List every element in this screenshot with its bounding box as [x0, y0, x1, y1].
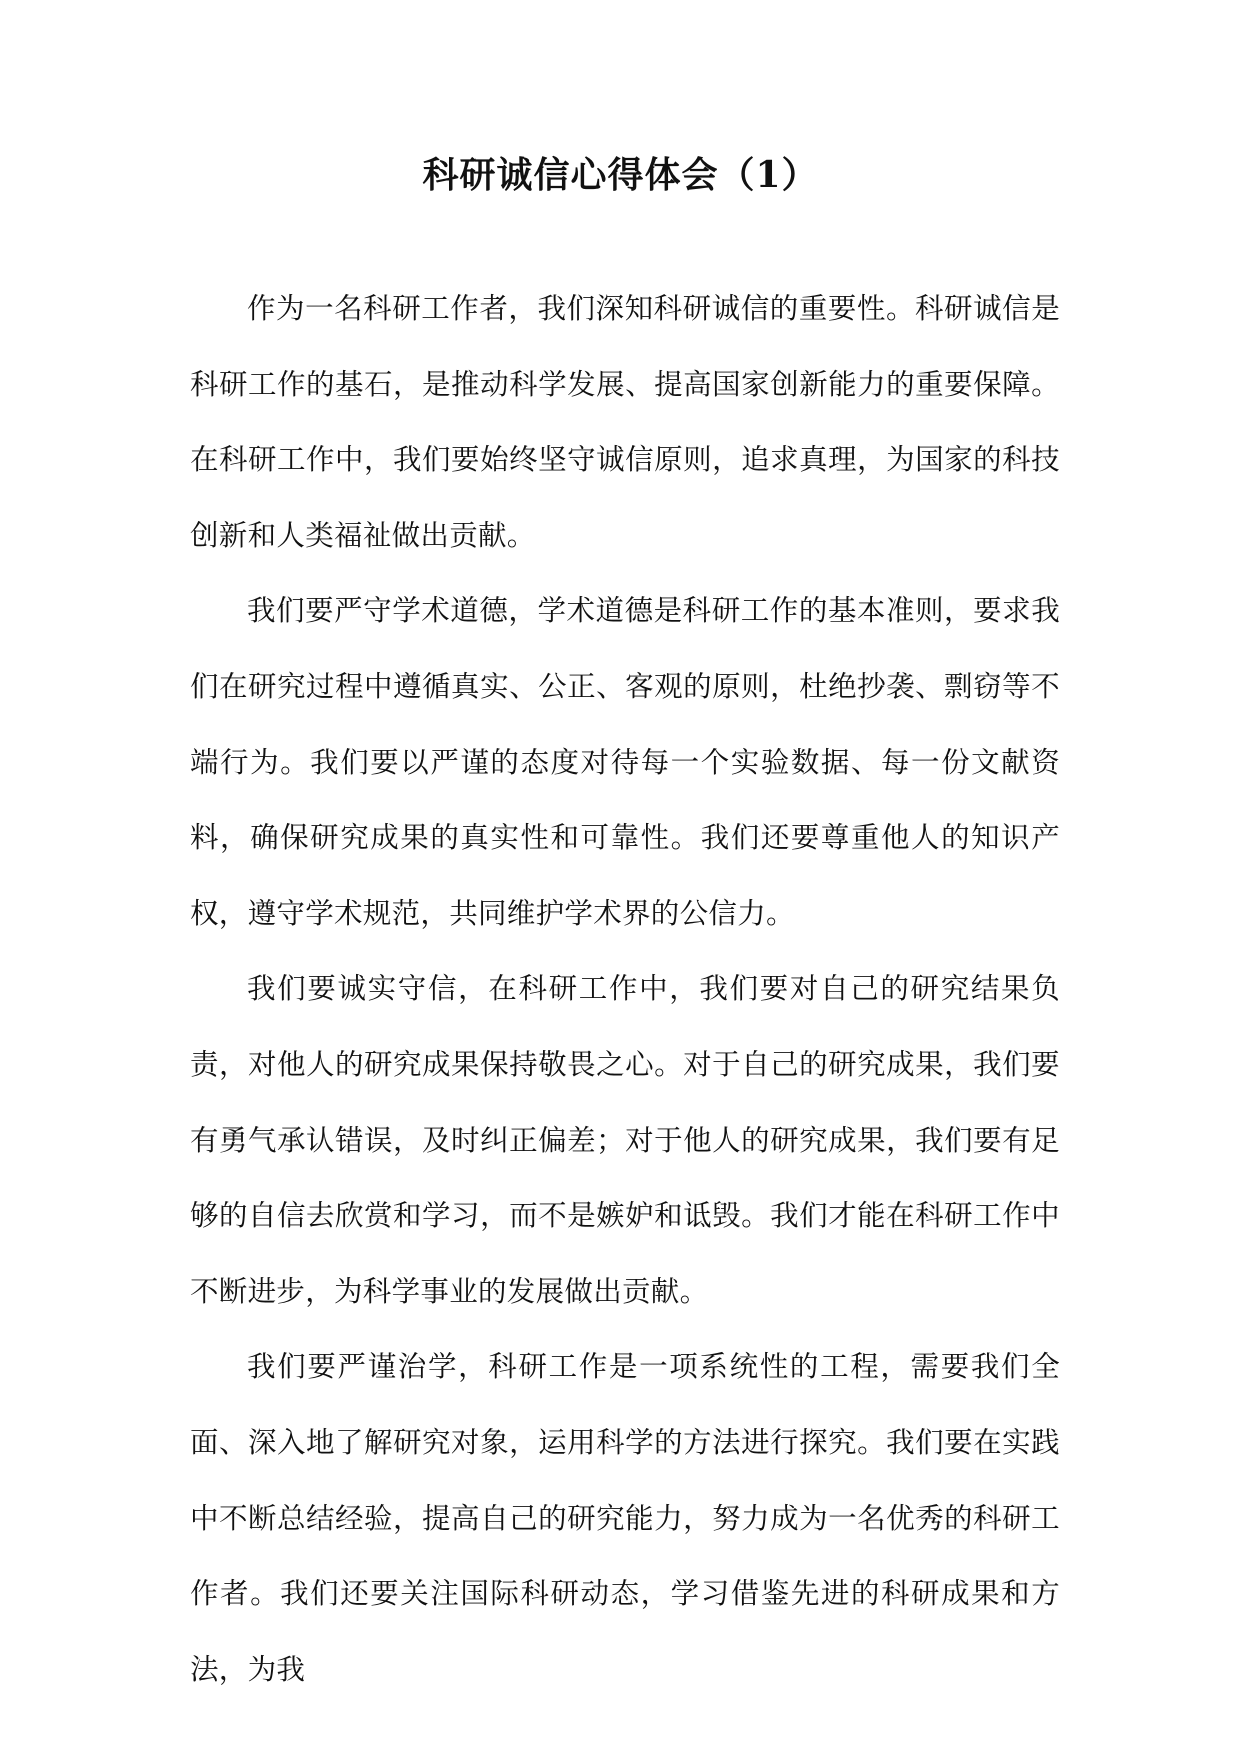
document-body: [190, 271, 1060, 1707]
paragraph-4: 我们要严谨治学，科研工作是一项系统性的工程，需要我们全面、深入地了解研究对象，运用科学的方法进行探究。我们要在实践中不断总结经验，提高自己的研究能力，努力成为一名优秀的科研工作者。我们还要关注国际科研动态，学习借鉴先进的科研成果和方法，为我: [190, 1350, 1060, 1686]
paragraph-3: 我们要诚实守信，在科研工作中，我们要对自己的研究结果负责，对他人的研究成果保持敬畏之心。对于自己的研究成果，我们要有勇气承认错误，及时纠正偏差；对于他人的研究成果，我们要有足够的自信去欣赏和学习，而不是嫉妒和诋毁。我们才能在科研工作中不断进步，为科学事业的发展做出贡献。: [190, 972, 1060, 1308]
document-title: 科研诚信心得体会（1）: [422, 154, 819, 196]
paragraph-1: 作为一名科研工作者，我们深知科研诚信的重要性。科研诚信是科研工作的基石，是推动科学发展、提高国家创新能力的重要保障。在科研工作中，我们要始终坚守诚信原则，追求真理，为国家的科技创新和人类福祉做出贡献。: [190, 292, 1060, 552]
paragraph-2: 我们要严守学术道德，学术道德是科研工作的基本准则，要求我们在研究过程中遵循真实、公正、客观的原则，杜绝抄袭、剽窃等不端行为。我们要以严谨的态度对待每一个实验数据、每一份文献资料，确保研究成果的真实性和可靠性。我们还要尊重他人的知识产权，遵守学术规范，共同维护学术界的公信力。: [190, 594, 1060, 930]
